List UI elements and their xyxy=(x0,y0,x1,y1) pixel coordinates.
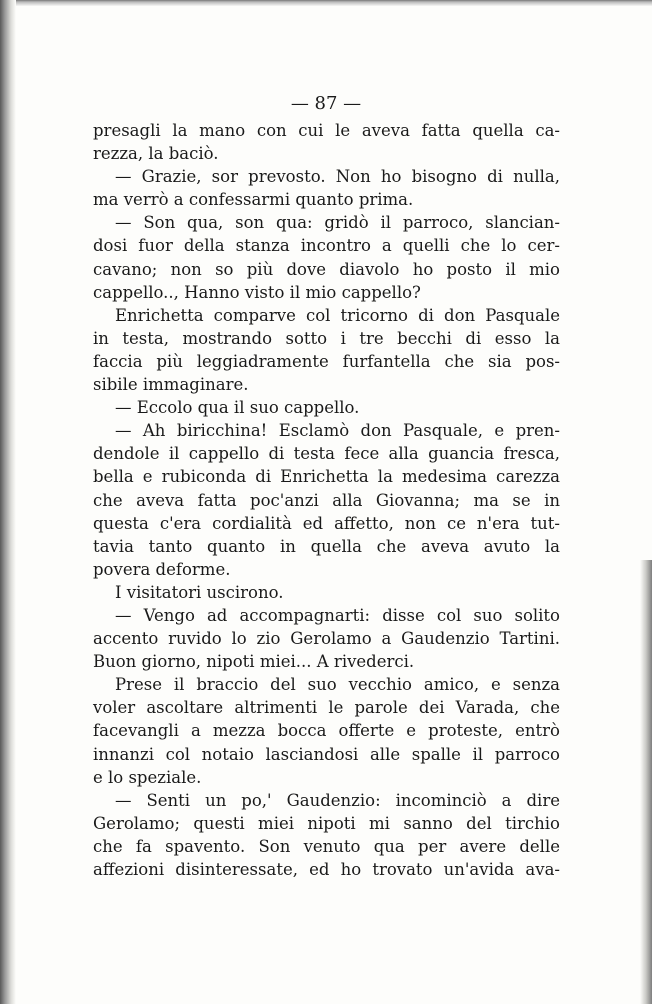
text-line: Gerolamo; questi miei nipoti mi sanno del tirchio xyxy=(93,813,560,833)
scan-right-edge xyxy=(640,560,652,1004)
text-line: che fa spavento. Son venuto qua per avere delle xyxy=(93,836,560,856)
text-line: ma verrò a confessarmi quanto prima. xyxy=(93,190,414,210)
text-line: — Ah biricchina! Esclamò don Pasquale, e pren- xyxy=(115,421,560,441)
text-line: cavano; non so più dove diavolo ho posto il mio xyxy=(93,259,560,279)
text-line: in testa, mostrando sotto i tre becchi di esso la xyxy=(93,328,560,348)
text-line: povera deforme. xyxy=(93,559,231,579)
text-line: che aveva fatta poc'anzi alla Giovanna; ma se in xyxy=(93,490,560,510)
text-line: voler ascoltare altrimenti le parole dei Varada, che xyxy=(93,698,560,718)
text-line: rezza, la baciò. xyxy=(93,144,219,164)
text-line: Enrichetta comparve col tricorno di don Pasquale xyxy=(115,305,560,325)
text-line: questa c'era cordialità ed affetto, non ce n'era tut- xyxy=(93,513,560,533)
text-line: facevangli a mezza bocca offerte e proteste, entrò xyxy=(93,721,560,741)
text-line: tavia tanto quanto in quella che aveva avuto la xyxy=(93,536,560,556)
text-line: accento ruvido lo zio Gerolamo a Gaudenzio Tartini. xyxy=(93,629,560,649)
text-line: — Son qua, son qua: gridò il parroco, slancian- xyxy=(115,213,560,233)
text-line: presagli la mano con cui le aveva fatta quella ca- xyxy=(93,121,560,140)
scan-left-edge xyxy=(0,0,16,1004)
page-number: — 87 — xyxy=(290,93,362,114)
text-line: e lo speziale. xyxy=(93,767,202,787)
text-line: — Grazie, sor prevosto. Non ho bisogno di nulla, xyxy=(115,167,560,187)
text-line: cappello.., Hanno visto il mio cappello? xyxy=(93,282,421,302)
text-line: Prese il braccio del suo vecchio amico, e senza xyxy=(115,675,560,695)
text-line: faccia più leggiadramente furfantella che sia pos- xyxy=(93,351,560,371)
body-text xyxy=(93,119,560,881)
text-line: — Eccolo qua il suo cappello. xyxy=(115,398,360,418)
text-line: — Vengo ad accompagnarti: disse col suo solito xyxy=(115,605,560,625)
text-line: bella e rubiconda di Enrichetta la medesima carezza xyxy=(93,467,560,487)
text-line: I visitatori uscirono. xyxy=(115,582,284,602)
text-line: — Senti un po,' Gaudenzio: incominciò a dire xyxy=(115,790,560,810)
text-line: sibile immaginare. xyxy=(93,375,249,395)
scan-top-edge xyxy=(0,0,652,6)
text-line: dendole il cappello di testa fece alla guancia fresca, xyxy=(93,444,560,464)
text-line: dosi fuor della stanza incontro a quelli che lo cer- xyxy=(93,236,560,256)
text-line: affezioni disinteressate, ed ho trovato un'avida ava- xyxy=(93,860,560,879)
text-line: Buon giorno, nipoti miei... A rivederci. xyxy=(93,652,415,672)
text-line: innanzi col notaio lasciandosi alle spalle il parroco xyxy=(93,744,560,764)
